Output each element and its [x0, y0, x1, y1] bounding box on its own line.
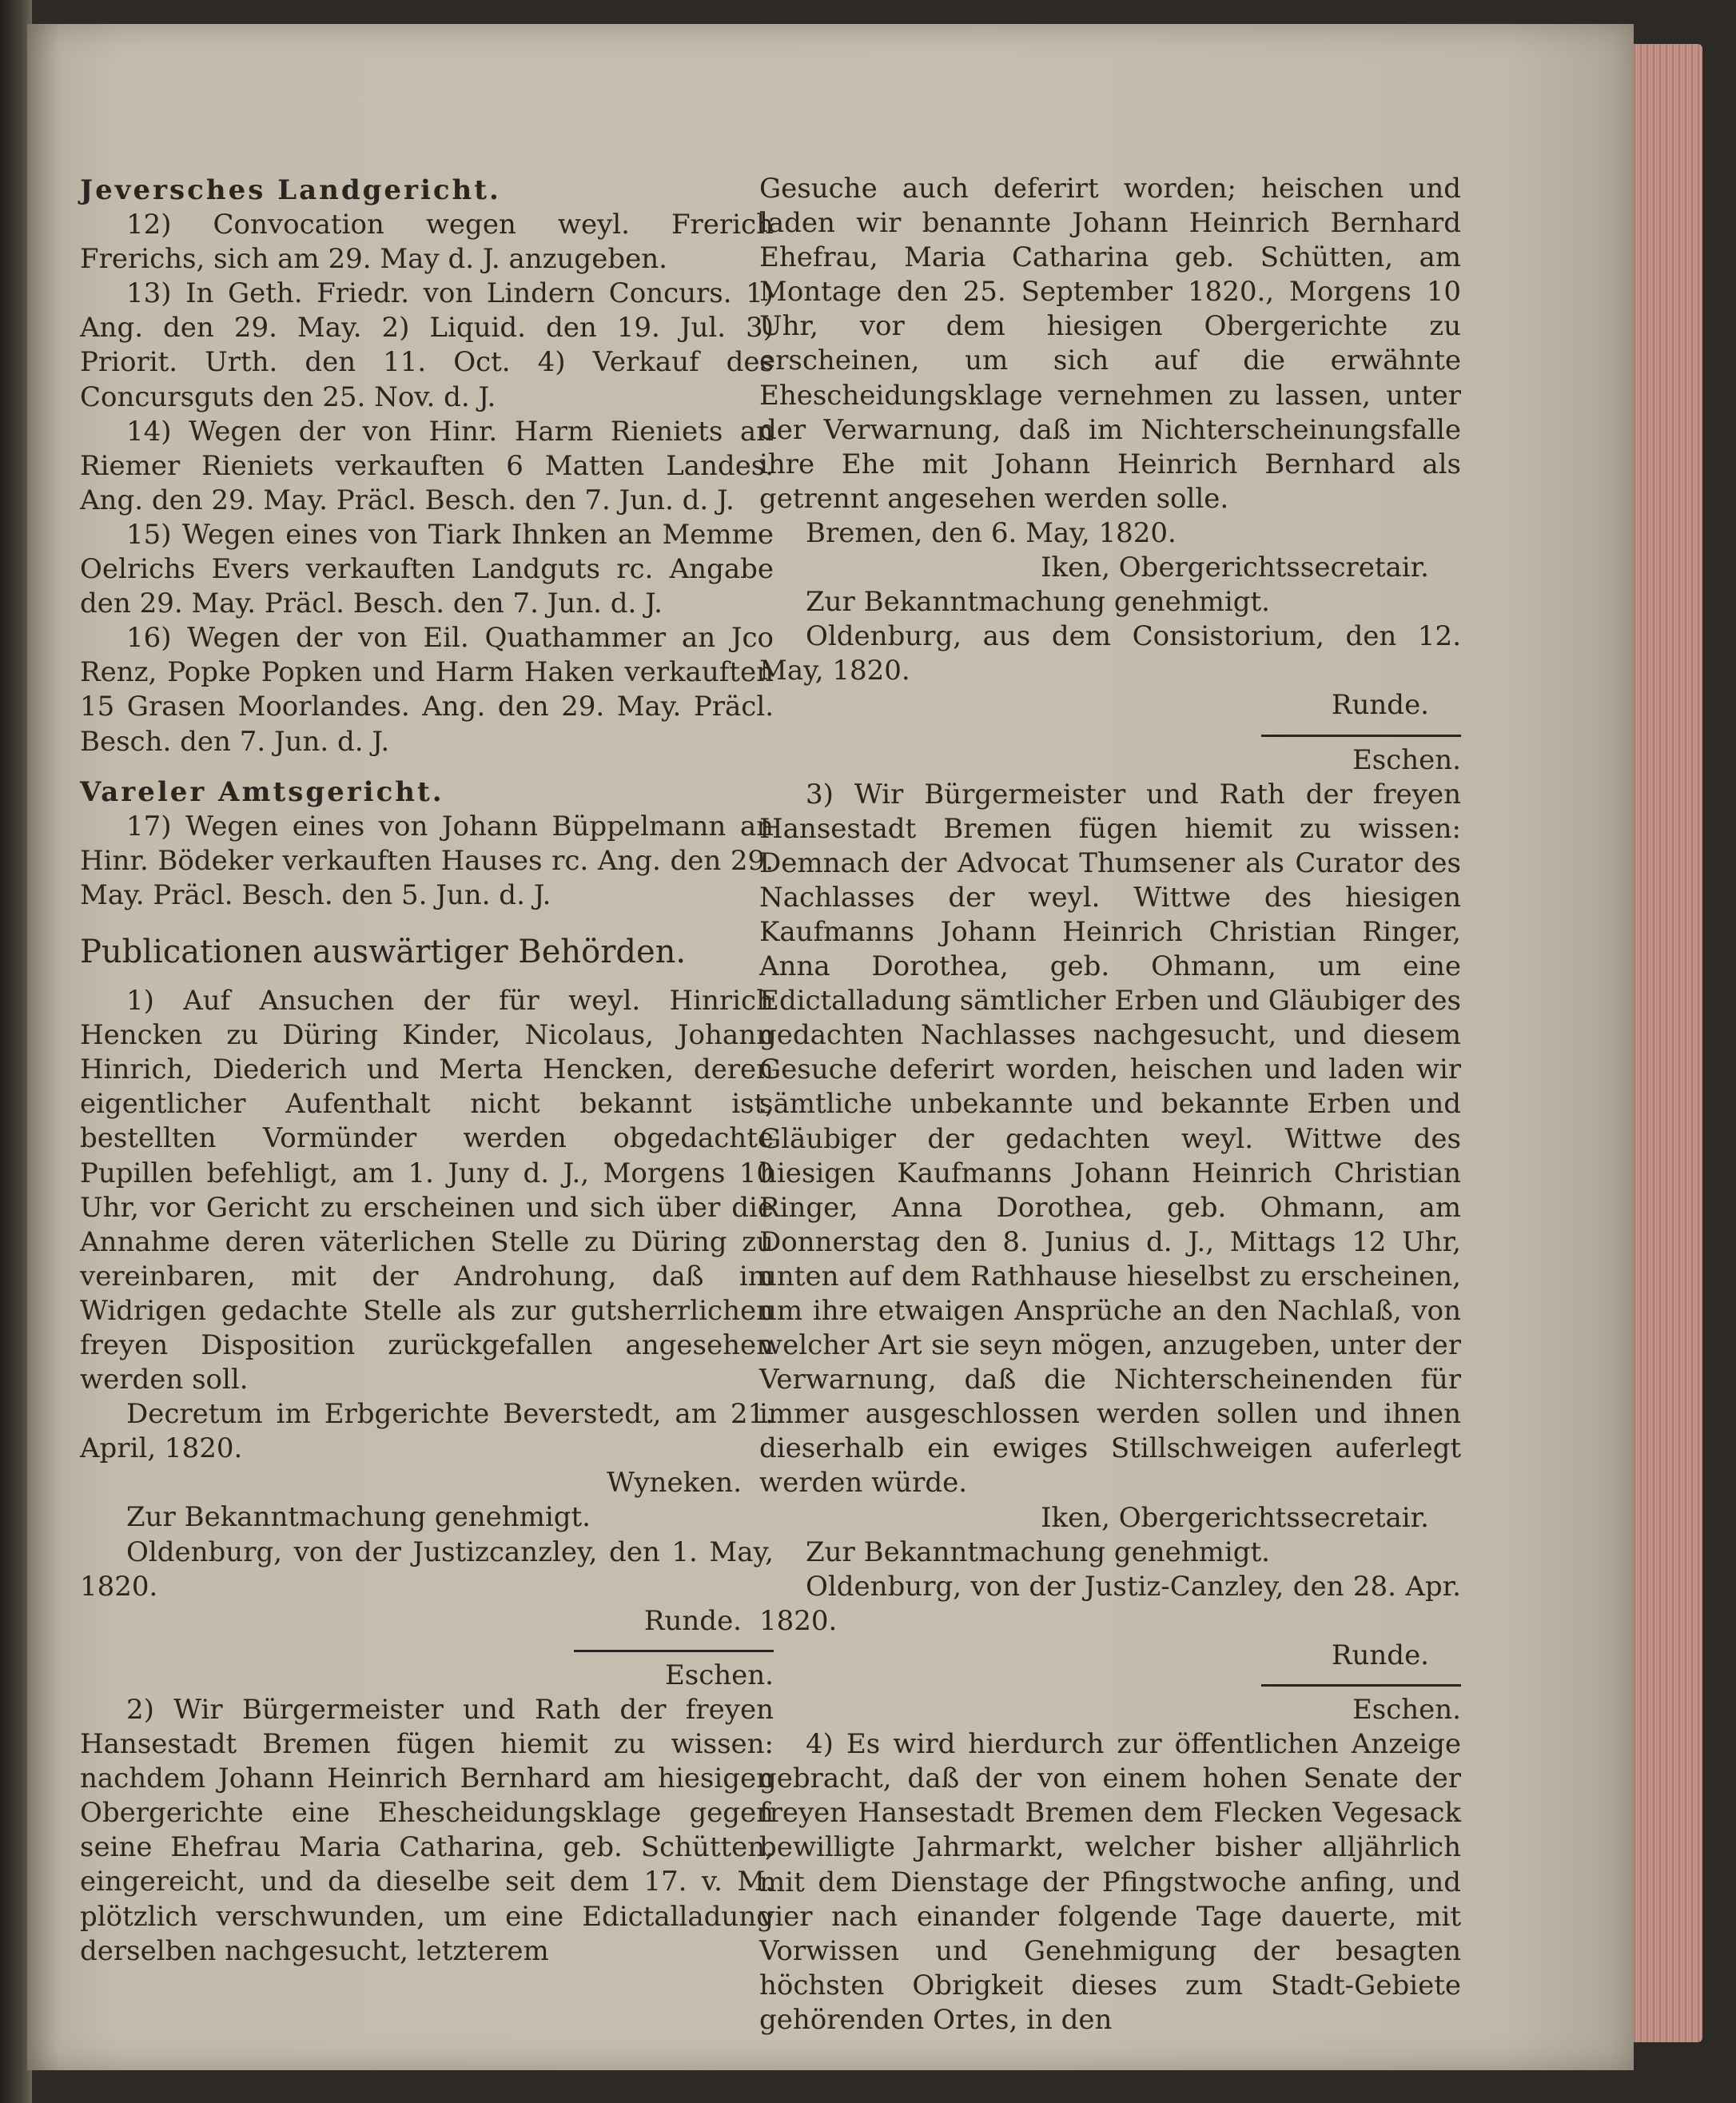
- publication-3-approval: Zur Bekanntmachung genehmigt.: [806, 1535, 1270, 1568]
- publication-2-place: Bremen, den 6. May, 1820.: [806, 516, 1177, 549]
- right-column: [759, 172, 1461, 2037]
- separator-rule: [1261, 1684, 1461, 1687]
- publication-3-signer: Iken, Obergerichtssecretair.: [1041, 1501, 1429, 1534]
- page-stack-edges: [1630, 44, 1702, 2042]
- notice-item: 15) Wegen eines von Tiark Ihnken an Memme Oelrichs Evers verkauften Landguts rc. Angabe den 29. May. Präcl. Besch. den 7. Jun. d. J.: [80, 518, 774, 620]
- publication-2-consistorium: Oldenburg, aus dem Consistorium, den 12. May, 1820.: [759, 620, 1461, 687]
- publication-1-runde: Runde.: [643, 1604, 742, 1637]
- publication-1-approval: Zur Bekanntmachung genehmigt.: [126, 1501, 591, 1534]
- publications-heading: Publicationen auswärtiger Behörden.: [80, 933, 687, 970]
- publication-4-text: 4) Es wird hierdurch zur öffentlichen Anzeige gebracht, daß der von einem hohen Senate der freyen Hansestadt Bremen dem Flecken Vegesack bewilligte Jahrmarkt, welcher bisher alljährlich mit dem Dienstage der Pfingstwoche anfing, und vier nach einander folgende Tage dauerte, mit Vorwissen und Genehmigung der besagten höchsten Obrigkeit dieses zum Stadt-Gebiete gehörenden Ortes, in den: [759, 1728, 1461, 2036]
- publication-3-place: Oldenburg, von der Justiz-Canzley, den 28. Apr. 1820.: [759, 1570, 1461, 1637]
- publication-2-eschen: Eschen.: [1352, 743, 1461, 776]
- publication-1-text: 1) Auf Ansuchen der für weyl. Hinrich Hencken zu Düring Kinder, Nicolaus, Johann Hinrich, Diederich und Merta Hencken, deren eigentlicher Aufenthalt nicht bekannt ist, bestellten Vormünder werden obgedachte Pupillen befehligt, am 1. Juny d. J., Morgens 10 Uhr, vor Gericht zu erscheinen und sich über die Annahme deren väterlichen Stelle zu Düring zu vereinbaren, mit der Androhung, daß im Widrigen gedachte Stelle als zur gutsherrlichen freyen Disposition zurückgefallen angesehen werden soll.: [80, 985, 774, 1396]
- notice-item: 14) Wegen der von Hinr. Harm Rieniets an Riemer Rieniets verkauften 6 Matten Landes. Ang. den 29. May. Präcl. Besch. den 7. Jun. d. J.: [80, 415, 774, 516]
- notice-item: 17) Wegen eines von Johann Büppelmann an Hinr. Bödeker verkauften Hauses rc. Ang. den 29. May. Präcl. Besch. den 5. Jun. d. J.: [80, 810, 774, 911]
- publication-1-eschen: Eschen.: [664, 1659, 774, 1691]
- section-title-jever: Jeversches Landgericht.: [80, 174, 501, 206]
- notice-item: 12) Convocation wegen weyl. Frerich Frerichs, sich am 29. May d. J. anzugeben.: [80, 209, 774, 276]
- publication-1-signer: Wyneken.: [607, 1467, 742, 1500]
- separator-rule: [574, 1650, 774, 1652]
- publication-3-eschen: Eschen.: [1352, 1694, 1461, 1727]
- publication-2-continued: Gesuche auch deferirt worden; heischen und laden wir benannte Johann Heinrich Bernhard Ehefrau, Maria Catharina geb. Schütten, am Montage den 25. September 1820., Morgens 10 Uhr, vor dem hiesigen Obergerichte zu erscheinen, um sich auf die erwähnte Ehescheidungsklage vernehmen zu lassen, unter der Verwarnung, daß im Nichterscheinungsfalle ihre Ehe mit Johann Heinrich Bernhard als getrennt angesehen werden solle.: [759, 173, 1461, 515]
- publication-2-runde: Runde.: [1331, 689, 1429, 722]
- notice-item: 13) In Geth. Friedr. von Lindern Concurs. 1) Ang. den 29. May. 2) Liquid. den 19. Jul. 3) Priorit. Urth. den 11. Oct. 4) Verkauf des Concursguts den 25. Nov. d. J.: [80, 277, 774, 413]
- publication-1-decretum: Decretum im Erbgerichte Beverstedt, am 21. April, 1820.: [80, 1398, 774, 1465]
- notice-item: 16) Wegen der von Eil. Quathammer an Jco Renz, Popke Popken und Harm Haken verkauften 15 Grasen Moorlandes. Ang. den 29. May. Präcl. Besch. den 7. Jun. d. J.: [80, 622, 774, 758]
- left-column: [80, 172, 774, 1969]
- separator-rule: [1261, 735, 1461, 737]
- publication-3-text: 3) Wir Bürgermeister und Rath der freyen Hansestadt Bremen fügen hiemit zu wissen: Demnach der Advocat Thumsener als Curator des Nachlasses der weyl. Wittwe des hiesigen Kaufmanns Johann Heinrich Christian Ringer, Anna Dorothea, geb. Ohmann, um eine Edictalladung sämtlicher Erben und Gläubiger des gedachten Nachlasses nachgesucht, und diesem Gesuche deferirt worden, heischen und laden wir sämtliche unbekannte und bekannte Erben und Gläubiger der gedachten weyl. Wittwe des hiesigen Kaufmanns Johann Heinrich Christian Ringer, Anna Dorothea, geb. Ohmann, am Donnerstag den 8. Junius d. J., Mittags 12 Uhr, unten auf dem Rathhause hieselbst zu erscheinen, um ihre etwaigen Ansprüche an den Nachlaß, von welcher Art sie seyn mögen, anzugeben, unter der Verwarnung, daß die Nichterscheinenden für immer ausgeschlossen werden sollen und ihnen dieserhalb ein ewiges Stillschweigen auferlegt werden würde.: [759, 778, 1461, 1500]
- publication-2-approval: Zur Bekanntmachung genehmigt.: [806, 586, 1270, 619]
- section-title-varel: Vareler Amtsgericht.: [80, 775, 444, 808]
- publication-2-text: 2) Wir Bürgermeister und Rath der freyen Hansestadt Bremen fügen hiemit zu wissen: nachdem Johann Heinrich Bernhard am hiesigen Obergerichte eine Ehescheidungsklage gegen seine Ehefrau Maria Catharina, geb. Schütten, eingereicht, und da dieselbe seit dem 17. v. M. plötzlich verschwunden, um eine Edictalladung derselben nachgesucht, letzterem: [80, 1693, 774, 1967]
- publication-3-runde: Runde.: [1331, 1639, 1429, 1671]
- publication-1-place: Oldenburg, von der Justizcanzley, den 1. May, 1820.: [80, 1535, 774, 1603]
- publication-2-signer: Iken, Obergerichtssecretair.: [1041, 552, 1429, 584]
